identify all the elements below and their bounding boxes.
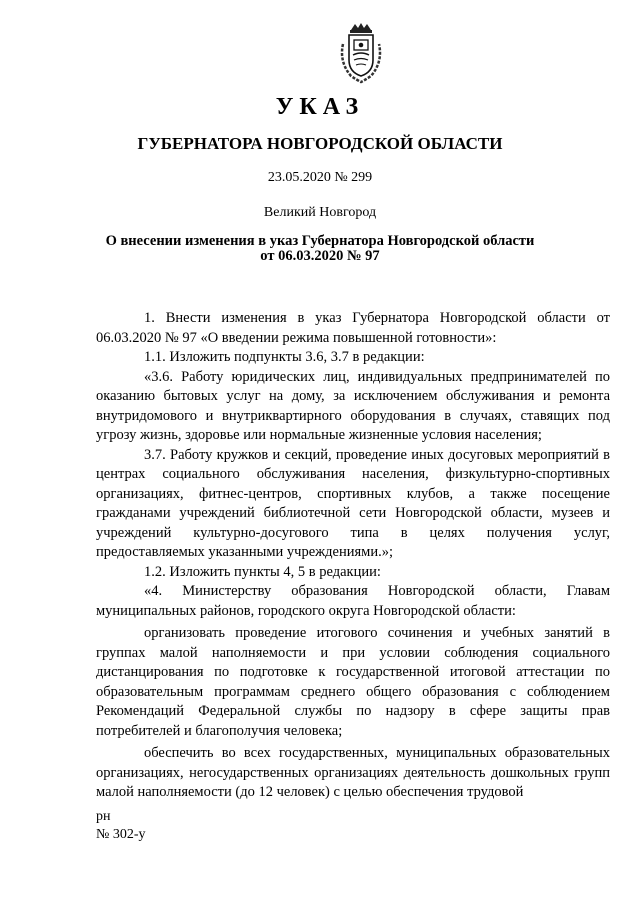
document-date-number: 23.05.2020 № 299 [267,170,373,185]
footer-initials: рн [96,809,111,824]
document-title: УКАЗ [275,94,365,120]
paragraph-ensure: обеспечить во всех государственных, муниципальных образовательных организациях, негосударственных организациях деятельность дошкольных групп малой наполняемости (до 12 человек) с целью обеспечения трудовой [96,745,610,800]
document-subject [0,234,640,264]
footer-registration-number: № 302-у [96,827,146,842]
paragraph-1-1: 1.1. Изложить подпункты 3.6, 3.7 в редакции: [144,349,425,365]
document-footer [96,808,146,844]
coat-of-arms-icon [337,22,385,84]
document-city: Великий Новгород [263,205,377,220]
document-subtitle: ГУБЕРНАТОРА НОВГОРОДСКОЙ ОБЛАСТИ [137,134,503,153]
subject-line-2: от 06.03.2020 № 97 [260,248,380,264]
subject-line-1: О внесении изменения в указ Губернатора Новгородской области [105,233,535,249]
paragraph-4: «4. Министерству образования Новгородской области, Главам муниципальных районов, городского округа Новгородской области: [96,583,610,619]
paragraph-1-2: 1.2. Изложить пункты 4, 5 в редакции: [144,563,381,580]
document-body [96,309,610,803]
paragraph-1: 1. Внести изменения в указ Губернатора Новгородской области от 06.03.2020 № 97 «О введении режима повышенной готовности»: [96,310,610,346]
paragraph-3-7: 3.7. Работу кружков и секций, проведение иных досуговых мероприятий в центрах социального обслуживания населения, физкультурно-спортивных организациях, фитнес-центров, спортивных клубов, а также посещение гражданами учреждений библиотечной сети Новгородской области, музеев и учреждений культурно-досугового типа в целях получения услуг, предоставляемых указанными учреждениями.»; [96,446,610,560]
paragraph-organize: организовать проведение итогового сочинения и учебных занятий в группах малой наполняемости и при условии соблюдения социального дистанцирования по подготовке к государственной итоговой аттестации по образовательным программам среднего общего образования с соблюдением Рекомендаций Федеральной службы по надзору в сфере защиты прав потребителей и благополучия человека; [96,625,610,739]
paragraph-3-6: «3.6. Работу юридических лиц, индивидуальных предпринимателей по оказанию бытовых услуг на дому, за исключением обслуживания и ремонта внутридомового и внутриквартирного оборудования в случаях, ставящих под угрозу жизнь, здоровье или нормальные жизненные условия населения; [96,368,610,443]
